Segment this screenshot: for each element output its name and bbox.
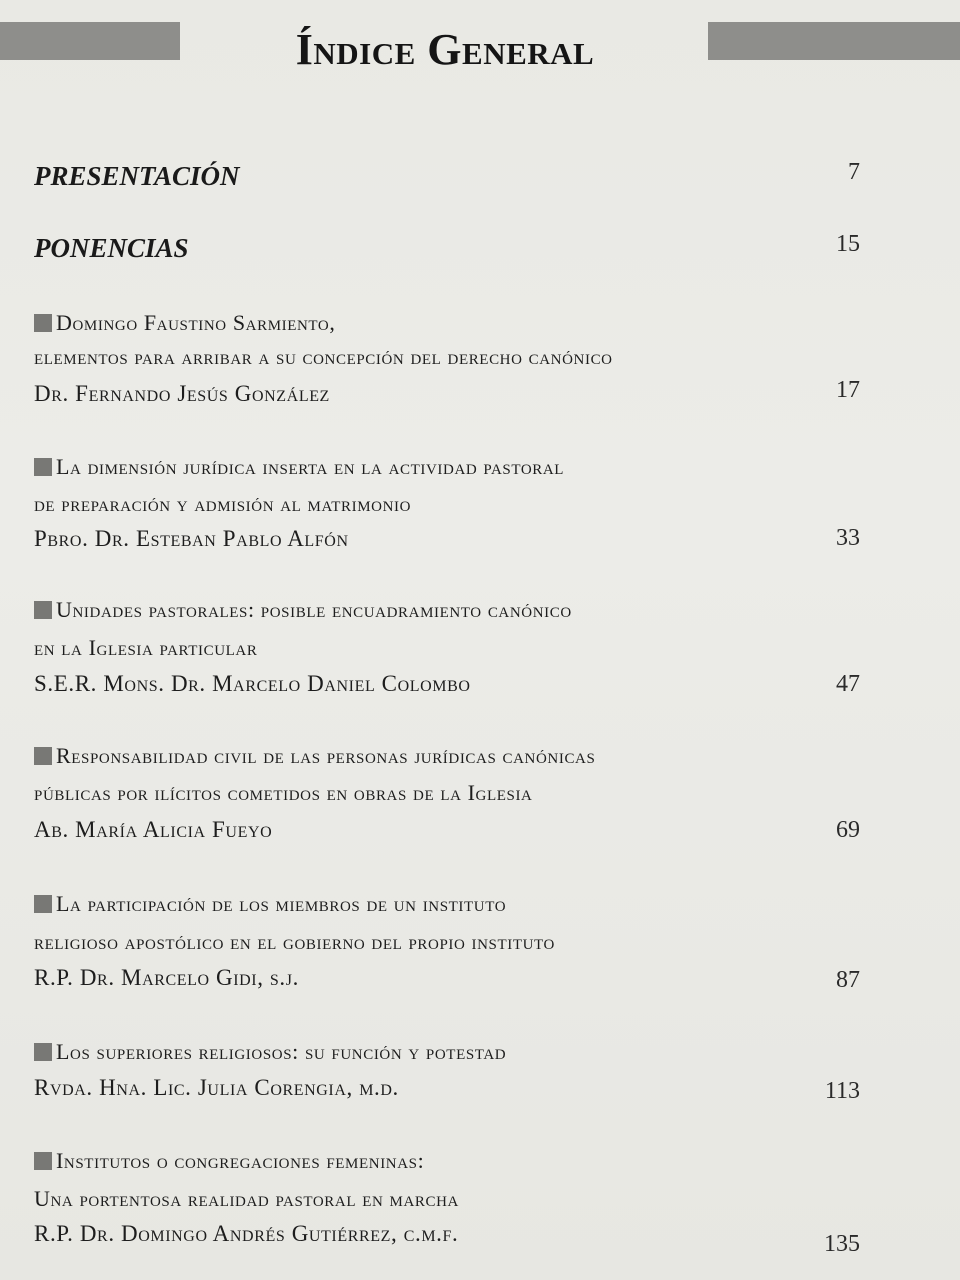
entry-title-text: La participación de los miembros de un instituto [56, 891, 507, 916]
bullet-square-icon [34, 314, 52, 332]
toc-entry-title-line [34, 889, 506, 919]
entry-title-text: Unidades pastorales: posible encuadramiento canónico [56, 597, 572, 622]
toc-entry-page: 135 [824, 1231, 860, 1257]
toc-entry-page: 87 [836, 967, 860, 993]
section-presentacion-page: 7 [848, 159, 860, 185]
toc-entry-title-line: públicas por ilícitos cometidos en obras de la Iglesia [34, 780, 533, 805]
section-ponencias-page: 15 [836, 231, 860, 257]
toc-entry-author: Pbro. Dr. Esteban Pablo Alfón [34, 526, 349, 551]
toc-entry-title-line: religioso apostólico en el gobierno del propio instituto [34, 929, 555, 954]
title-decor-bar-left [0, 22, 180, 60]
section-ponencias: PONENCIAS [34, 233, 189, 263]
toc-entry-author: Ab. María Alicia Fueyo [34, 817, 273, 842]
bullet-square-icon [34, 747, 52, 765]
toc-entry-page: 17 [836, 377, 860, 403]
entry-title-text: Domingo Faustino Sarmiento, [56, 310, 336, 335]
toc-entry-title-line [34, 741, 595, 771]
entry-title-text: Institutos o congregaciones femeninas: [56, 1148, 425, 1173]
toc-entry-title-line [34, 1146, 424, 1176]
toc-entry-author: R.P. Dr. Marcelo Gidi, s.j. [34, 965, 299, 990]
entry-title-text: La dimensión jurídica inserta en la actividad pastoral [56, 454, 565, 479]
title-decor-bar-right [708, 22, 960, 60]
section-presentacion: PRESENTACIÓN [34, 161, 240, 191]
toc-entry-author: Dr. Fernando Jesús González [34, 381, 330, 406]
toc-entry-title-line [34, 1037, 506, 1067]
toc-entry-page: 47 [836, 671, 860, 697]
bullet-square-icon [34, 895, 52, 913]
toc-entry-page: 33 [836, 525, 860, 551]
toc-entry-title-line [34, 308, 335, 338]
bullet-square-icon [34, 1043, 52, 1061]
toc-entry-title-line: en la Iglesia particular [34, 635, 258, 660]
toc-entry-title-line [34, 452, 564, 482]
bullet-square-icon [34, 458, 52, 476]
entry-title-text: Los superiores religiosos: su función y potestad [56, 1039, 507, 1064]
toc-entry-page: 69 [836, 817, 860, 843]
toc-entry-title-line [34, 595, 572, 625]
entry-title-text: Responsabilidad civil de las personas jurídicas canónicas [56, 743, 596, 768]
toc-entry-page: 113 [824, 1078, 860, 1104]
toc-entry-title-line: elementos para arribar a su concepción del derecho canónico [34, 344, 613, 369]
bullet-square-icon [34, 601, 52, 619]
toc-entry-author: Rvda. Hna. Lic. Julia Corengia, m.d. [34, 1075, 399, 1100]
page-title: Índice General [295, 25, 595, 74]
toc-entry-title-line: de preparación y admisión al matrimonio [34, 491, 412, 516]
bullet-square-icon [34, 1152, 52, 1170]
toc-entry-author: R.P. Dr. Domingo Andrés Gutiérrez, c.m.f. [34, 1221, 459, 1246]
toc-entry-author: S.E.R. Mons. Dr. Marcelo Daniel Colombo [34, 671, 471, 696]
toc-entry-title-line: Una portentosa realidad pastoral en marcha [34, 1186, 459, 1211]
